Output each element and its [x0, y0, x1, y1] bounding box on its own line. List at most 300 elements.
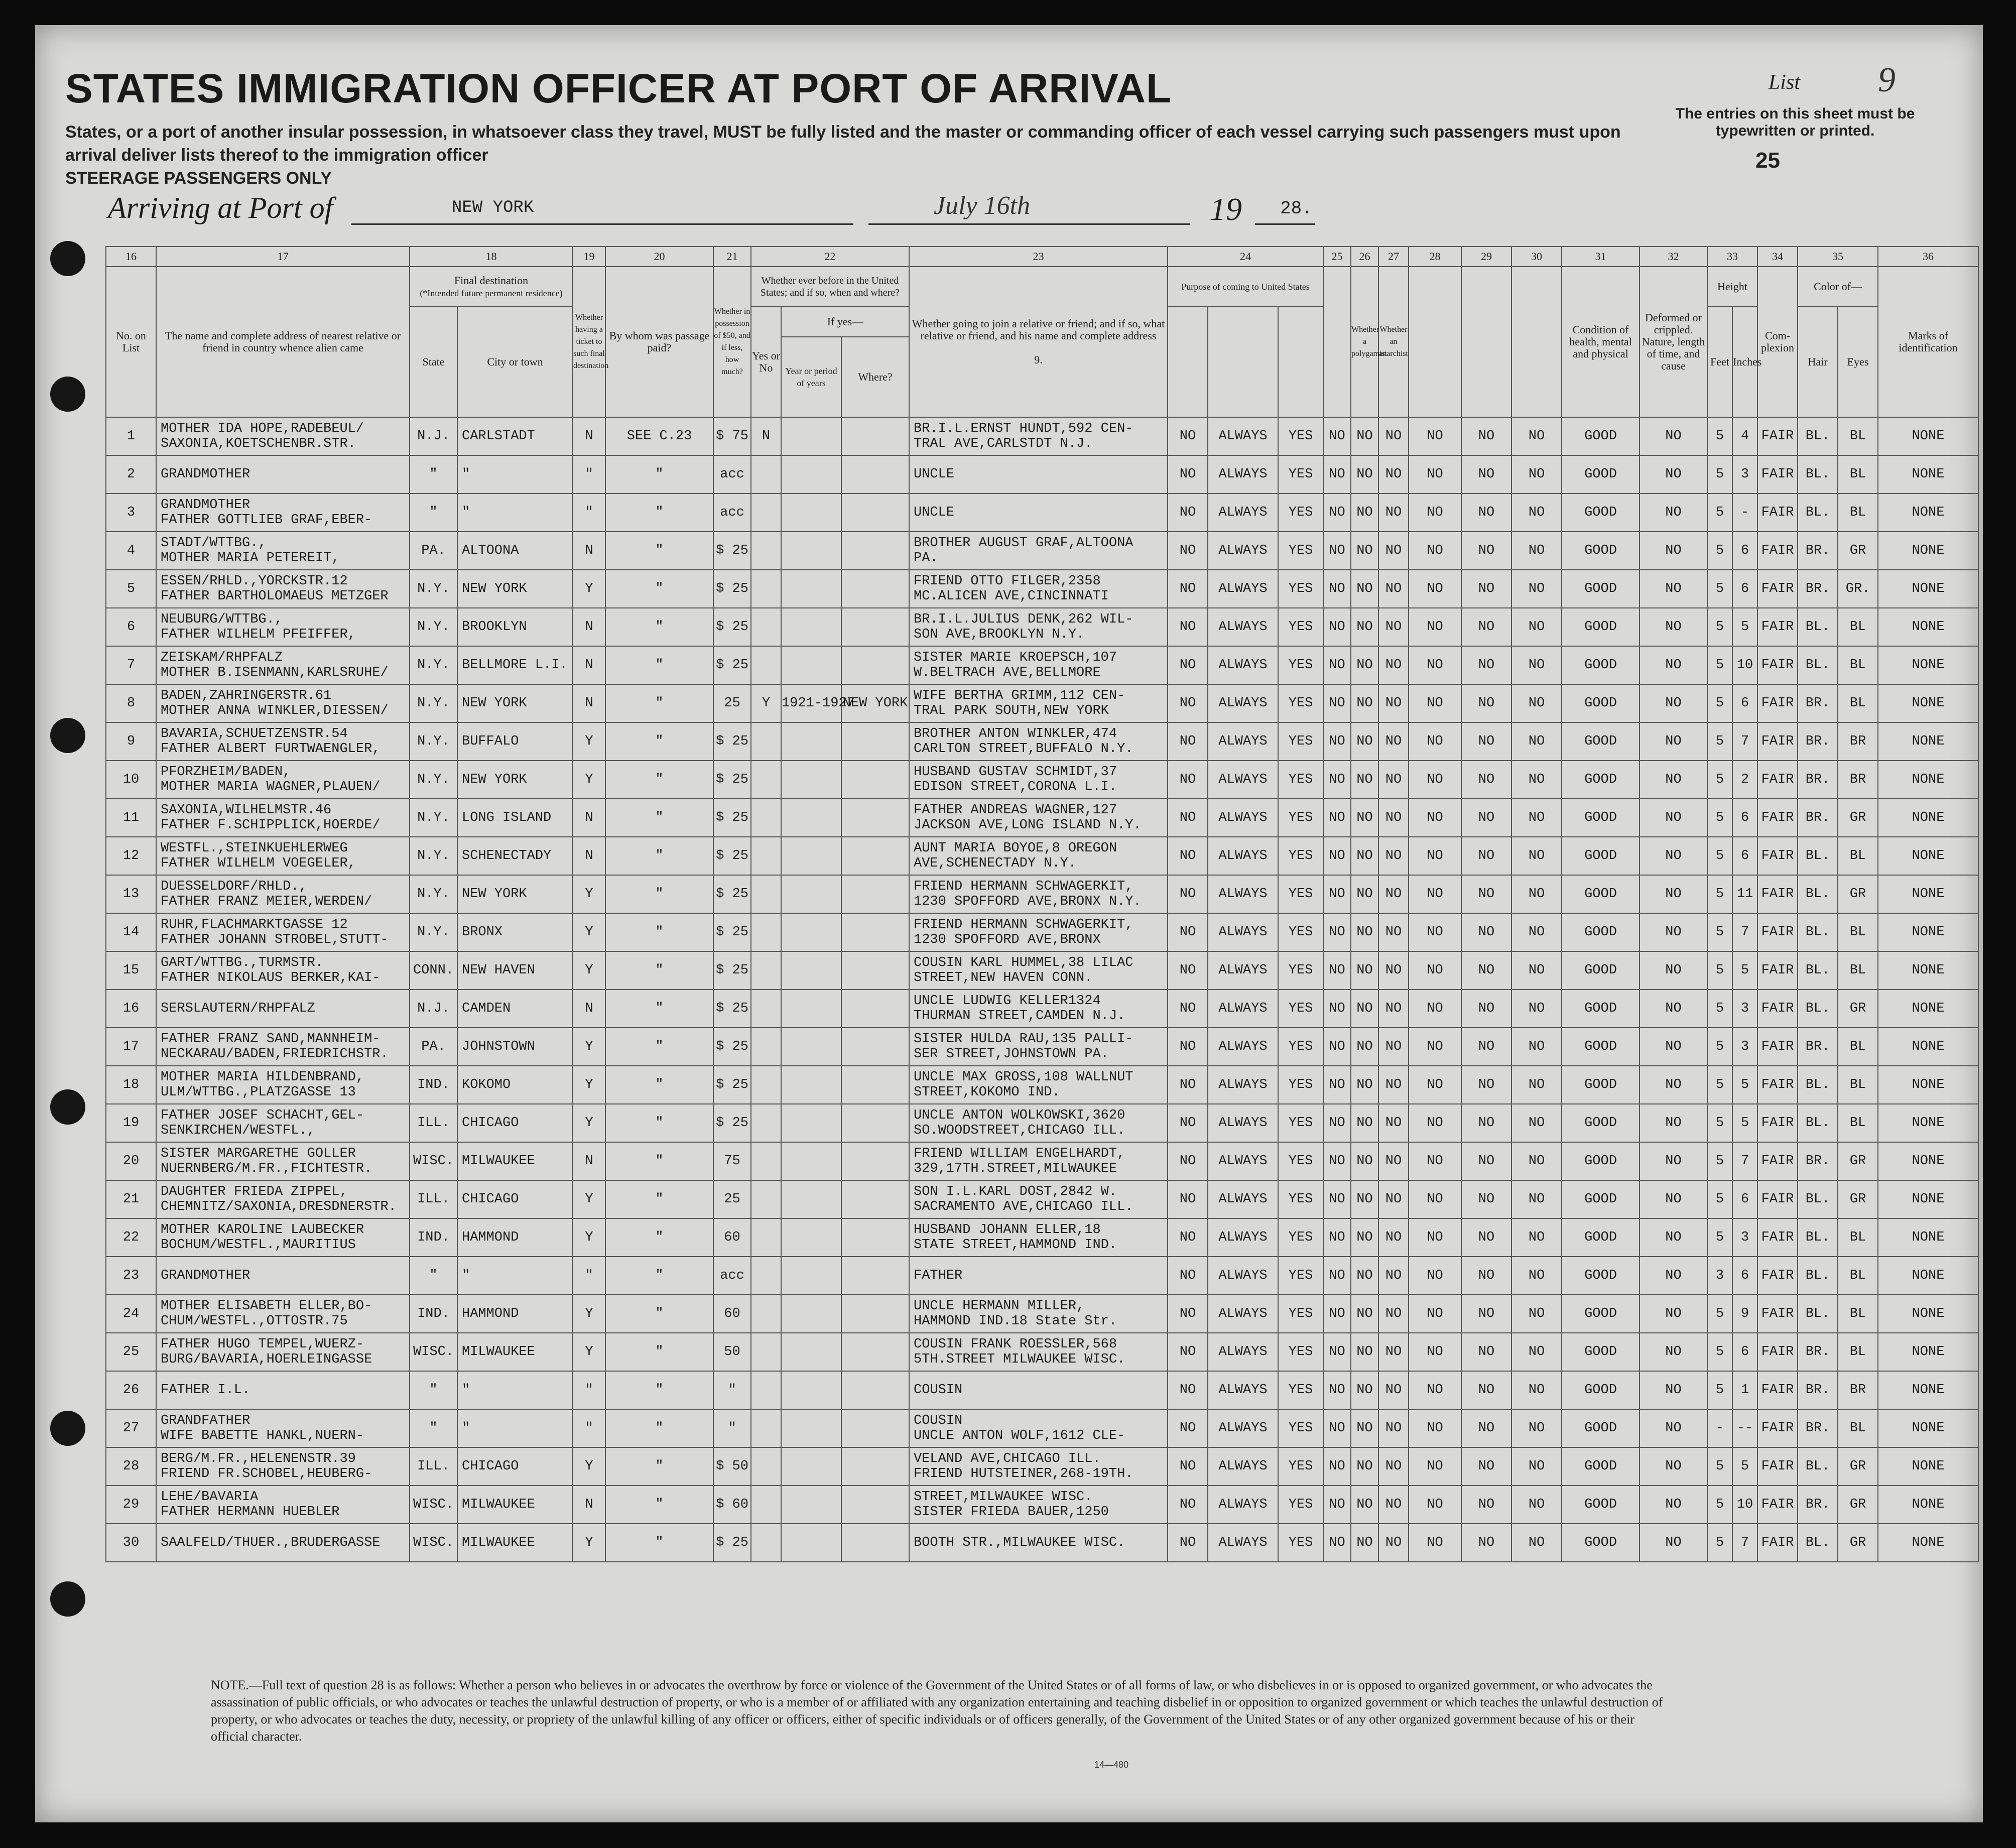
purpose-3: YES — [1278, 1180, 1323, 1218]
joining-relative — [909, 1028, 1168, 1066]
relative-address-line-2: FRIEND FR.SCHOBEL,HEUBERG- — [161, 1466, 372, 1482]
table-row — [106, 1028, 1978, 1066]
joining-relative-line-2: FRIEND HUTSTEINER,268-19TH. — [914, 1466, 1133, 1482]
col-28: NO — [1409, 570, 1461, 608]
before-in-us — [751, 837, 781, 875]
col-25: NO — [1323, 1409, 1351, 1447]
header-polygamist: Whether a polygamist — [1351, 267, 1378, 417]
height-feet: 5 — [1707, 1447, 1732, 1486]
row-number: 13 — [106, 875, 156, 913]
col-29: NO — [1461, 608, 1511, 646]
purpose-3: YES — [1278, 913, 1323, 951]
relative-address-line-1: WESTFL.,STEINKUEHLERWEG — [161, 841, 348, 856]
ticket-status: Y — [573, 913, 605, 951]
purpose-1: NO — [1168, 1524, 1208, 1562]
deformed-value: NO — [1640, 913, 1707, 951]
table-row — [106, 1142, 1978, 1180]
header-health: Condition of health, mental and physical — [1562, 267, 1640, 417]
table-row — [106, 722, 1978, 761]
passage-paid-by: " — [605, 1257, 713, 1295]
before-where — [841, 1180, 909, 1218]
health-condition: GOOD — [1562, 1142, 1640, 1180]
final-city: BRONX — [457, 913, 573, 951]
anarchist-value: NO — [1378, 1257, 1409, 1295]
col-28: NO — [1409, 913, 1461, 951]
relative-address-line-1: DUESSELDORF/RHLD., — [161, 879, 307, 894]
relative-address — [156, 608, 410, 646]
before-in-us — [751, 1218, 781, 1257]
row-number: 7 — [106, 646, 156, 684]
relative-address-line-1: GRANDFATHER — [161, 1413, 250, 1428]
col-29: NO — [1461, 837, 1511, 875]
purpose-1: NO — [1168, 1295, 1208, 1333]
health-condition: GOOD — [1562, 1180, 1640, 1218]
complexion-value: FAIR — [1757, 1142, 1798, 1180]
manifest-table — [105, 246, 1979, 1562]
footnote: NOTE.—Full text of question 28 is as follows: Whether a person who believes in or advocates the overthrow by force or violence of the Government of the United States or of all forms of law, or who disbelieves in or is opposed to organized government, or who advocates the assassination of public officials, or who advocates or teaches the unlawful destruction of property, or who is a member of or affiliated with any organization entertaining and teaching disbelief in or opposition to organized government or which teaches the unlawful destruction of property, or who advocates or teaches the duty, necessity, or propriety of the unlawful killing of any officer or officers, either of specific individuals or of officers generally, of the Government of the United States or of any other organized government because of his or their official character. — [211, 1678, 1663, 1744]
joining-relative-line-1: FRIEND HERMANN SCHWAGERKIT, — [914, 879, 1133, 894]
relative-address-line-2: FATHER NIKOLAUS BERKER,KAI- — [161, 970, 381, 985]
final-city: NEW YORK — [457, 570, 573, 608]
eye-color: BL — [1838, 1409, 1878, 1447]
money-amount: 60 — [713, 1295, 751, 1333]
col-29: NO — [1461, 951, 1511, 990]
relative-address — [156, 837, 410, 875]
col-28: NO — [1409, 761, 1461, 799]
complexion-value: FAIR — [1757, 761, 1798, 799]
eye-color: BL — [1838, 417, 1878, 455]
col-num: 16 — [106, 247, 156, 267]
deformed-value: NO — [1640, 875, 1707, 913]
table-row — [106, 1257, 1978, 1295]
row-number: 20 — [106, 1142, 156, 1180]
binder-hole — [50, 377, 85, 412]
height-inches: 10 — [1732, 646, 1757, 684]
relative-address-line-2: FATHER GOTTLIEB GRAF,EBER- — [161, 513, 372, 528]
row-number: 8 — [106, 684, 156, 722]
ticket-status: N — [573, 1486, 605, 1524]
complexion-value: FAIR — [1757, 799, 1798, 837]
joining-relative — [909, 1447, 1168, 1486]
joining-relative — [909, 1066, 1168, 1104]
before-in-us — [751, 646, 781, 684]
col-30: NO — [1511, 1409, 1562, 1447]
identification-marks: NONE — [1878, 875, 1978, 913]
header-purpose-c — [1278, 307, 1323, 417]
header-deformed: Deformed or crippled. Nature, length of time, and cause — [1640, 267, 1707, 417]
eye-color: BL — [1838, 684, 1878, 722]
col-28: NO — [1409, 1218, 1461, 1257]
col-25: NO — [1323, 1028, 1351, 1066]
col-30: NO — [1511, 417, 1562, 455]
health-condition: GOOD — [1562, 1333, 1640, 1371]
before-years — [781, 1257, 841, 1295]
complexion-value: FAIR — [1757, 1104, 1798, 1142]
header-col30 — [1511, 267, 1562, 417]
anarchist-value: NO — [1378, 1028, 1409, 1066]
relative-address — [156, 1409, 410, 1447]
purpose-1: NO — [1168, 1180, 1208, 1218]
hair-color: BL. — [1798, 913, 1838, 951]
col-num: 24 — [1168, 247, 1323, 267]
anarchist-value: NO — [1378, 837, 1409, 875]
deformed-value: NO — [1640, 532, 1707, 570]
col-25: NO — [1323, 1486, 1351, 1524]
health-condition: GOOD — [1562, 913, 1640, 951]
before-where — [841, 722, 909, 761]
col-25: NO — [1323, 761, 1351, 799]
polygamist-value: NO — [1351, 417, 1378, 455]
before-years — [781, 1180, 841, 1218]
col-29: NO — [1461, 1257, 1511, 1295]
identification-marks: NONE — [1878, 1409, 1978, 1447]
before-in-us — [751, 913, 781, 951]
passage-paid-by: " — [605, 532, 713, 570]
joining-relative-line-2: 1230 SPOFFORD AVE,BRONX — [914, 932, 1101, 947]
before-where — [841, 913, 909, 951]
final-state: WISC. — [410, 1486, 457, 1524]
before-years — [781, 608, 841, 646]
complexion-value: FAIR — [1757, 608, 1798, 646]
col-28: NO — [1409, 1180, 1461, 1218]
joining-relative — [909, 722, 1168, 761]
complexion-value: FAIR — [1757, 1257, 1798, 1295]
before-in-us — [751, 1295, 781, 1333]
join-number: 9. — [1034, 353, 1043, 366]
eye-color: BL — [1838, 1028, 1878, 1066]
final-city: MILWAUKEE — [457, 1486, 573, 1524]
subtitle-line: States, or a port of another insular possession, in whatsoever class they travel, MUST be fully listed and the master or commanding officer of each vessel carrying such passengers must upon arrival deliver lists thereof to the immigration officer — [65, 122, 1621, 165]
final-state: WISC. — [410, 1142, 457, 1180]
passage-paid-by: " — [605, 1218, 713, 1257]
joining-relative — [909, 1371, 1168, 1409]
col-num: 22 — [751, 247, 909, 267]
final-city: CHICAGO — [457, 1180, 573, 1218]
health-condition: GOOD — [1562, 990, 1640, 1028]
relative-address — [156, 1295, 410, 1333]
height-inches: 7 — [1732, 722, 1757, 761]
passage-paid-by: SEE C.23 — [605, 417, 713, 455]
eye-color: BL — [1838, 1257, 1878, 1295]
purpose-2: ALWAYS — [1208, 1295, 1278, 1333]
polygamist-value: NO — [1351, 1409, 1378, 1447]
col-25: NO — [1323, 1333, 1351, 1371]
col-num: 23 — [909, 247, 1168, 267]
complexion-value: FAIR — [1757, 1028, 1798, 1066]
anarchist-value: NO — [1378, 990, 1409, 1028]
relative-address-line-1: LEHE/BAVARIA — [161, 1490, 259, 1505]
col-num: 32 — [1640, 247, 1707, 267]
ticket-status: " — [573, 1371, 605, 1409]
relative-address — [156, 532, 410, 570]
before-years — [781, 1104, 841, 1142]
relative-address-line-2: FATHER F.SCHIPPLICK,HOERDE/ — [161, 818, 381, 833]
col-30: NO — [1511, 1333, 1562, 1371]
purpose-2: ALWAYS — [1208, 417, 1278, 455]
complexion-value: FAIR — [1757, 455, 1798, 494]
purpose-3: YES — [1278, 1486, 1323, 1524]
height-inches: 4 — [1732, 417, 1757, 455]
eye-color: GR — [1838, 1524, 1878, 1562]
header-no-on-list: No. on List — [106, 267, 156, 417]
passage-paid-by: " — [605, 875, 713, 913]
deformed-value: NO — [1640, 608, 1707, 646]
relative-address-line-2: FATHER WILHELM PFEIFFER, — [161, 627, 356, 642]
relative-address-line-1: GART/WTTBG.,TURMSTR. — [161, 955, 324, 970]
final-state: ILL. — [410, 1180, 457, 1218]
money-amount: acc — [713, 494, 751, 532]
polygamist-value: NO — [1351, 722, 1378, 761]
purpose-2: ALWAYS — [1208, 1218, 1278, 1257]
identification-marks: NONE — [1878, 570, 1978, 608]
header-if-yes: If yes— — [781, 307, 909, 337]
header-complexion: Com-plexion — [1757, 267, 1798, 417]
relative-address-line-2: NECKARAU/BADEN,FRIEDRICHSTR. — [161, 1047, 389, 1062]
deformed-value: NO — [1640, 837, 1707, 875]
money-amount: acc — [713, 455, 751, 494]
before-in-us — [751, 494, 781, 532]
deformed-value: NO — [1640, 417, 1707, 455]
join-label: Whether going to join a relative or friend; and if so, what relative or friend, and his name and complete address — [912, 317, 1165, 342]
row-number: 28 — [106, 1447, 156, 1486]
money-amount: " — [713, 1371, 751, 1409]
year-underline — [1255, 223, 1315, 225]
col-29: NO — [1461, 990, 1511, 1028]
anarchist-value: NO — [1378, 799, 1409, 837]
health-condition: GOOD — [1562, 951, 1640, 990]
col-30: NO — [1511, 684, 1562, 722]
col-30: NO — [1511, 608, 1562, 646]
eye-color: GR — [1838, 990, 1878, 1028]
passage-paid-by: " — [605, 1371, 713, 1409]
col-29: NO — [1461, 455, 1511, 494]
polygamist-value: NO — [1351, 570, 1378, 608]
health-condition: GOOD — [1562, 1257, 1640, 1295]
purpose-3: YES — [1278, 1028, 1323, 1066]
anarchist-value: NO — [1378, 761, 1409, 799]
relative-address-line-2: CHUM/WESTFL.,OTTOSTR.75 — [161, 1314, 348, 1329]
joining-relative-line-2: EDISON STREET,CORONA L.I. — [914, 780, 1117, 795]
purpose-2: ALWAYS — [1208, 722, 1278, 761]
col-28: NO — [1409, 1409, 1461, 1447]
col-30: NO — [1511, 761, 1562, 799]
money-amount: $ 25 — [713, 799, 751, 837]
money-amount: acc — [713, 1257, 751, 1295]
deformed-value: NO — [1640, 1104, 1707, 1142]
table-row — [106, 875, 1978, 913]
before-where — [841, 455, 909, 494]
col-num: 21 — [713, 247, 751, 267]
final-city: ALTOONA — [457, 532, 573, 570]
table-row — [106, 761, 1978, 799]
row-number: 11 — [106, 799, 156, 837]
col-28: NO — [1409, 1066, 1461, 1104]
relative-address — [156, 913, 410, 951]
final-state: N.Y. — [410, 761, 457, 799]
money-amount: $ 25 — [713, 951, 751, 990]
col-29: NO — [1461, 1180, 1511, 1218]
col-25: NO — [1323, 1524, 1351, 1562]
passage-paid-by: " — [605, 1486, 713, 1524]
col-25: NO — [1323, 1218, 1351, 1257]
joining-relative-line-2: STREET,NEW HAVEN CONN. — [914, 970, 1093, 985]
col-28: NO — [1409, 799, 1461, 837]
joining-relative-line-2: 5TH.STREET MILWAUKEE WISC. — [914, 1352, 1125, 1367]
joining-relative-line-2: SACRAMENTO AVE,CHICAGO ILL. — [914, 1199, 1133, 1214]
final-city: BUFFALO — [457, 722, 573, 761]
relative-address-line-2: SENKIRCHEN/WESTFL., — [161, 1123, 315, 1138]
relative-address — [156, 494, 410, 532]
final-city: CAMDEN — [457, 990, 573, 1028]
money-amount: $ 25 — [713, 646, 751, 684]
final-state: WISC. — [410, 1333, 457, 1371]
hair-color: BR. — [1798, 722, 1838, 761]
anarchist-value: NO — [1378, 1295, 1409, 1333]
eye-color: BR — [1838, 761, 1878, 799]
col-30: NO — [1511, 1447, 1562, 1486]
table-row — [106, 1066, 1978, 1104]
relative-address — [156, 1486, 410, 1524]
joining-relative — [909, 913, 1168, 951]
before-years — [781, 1028, 841, 1066]
col-29: NO — [1461, 1142, 1511, 1180]
relative-address-line-2: ULM/WTTBG.,PLATZGASSE 13 — [161, 1085, 356, 1100]
money-amount: $ 25 — [713, 608, 751, 646]
purpose-3: YES — [1278, 1142, 1323, 1180]
passage-paid-by: " — [605, 494, 713, 532]
header-marks: Marks of identification — [1878, 267, 1978, 417]
polygamist-value: NO — [1351, 608, 1378, 646]
before-in-us — [751, 1104, 781, 1142]
final-city: " — [457, 1257, 573, 1295]
final-city: HAMMOND — [457, 1218, 573, 1257]
passage-paid-by: " — [605, 913, 713, 951]
relative-address — [156, 1066, 410, 1104]
before-where — [841, 1028, 909, 1066]
health-condition: GOOD — [1562, 1066, 1640, 1104]
height-inches: 5 — [1732, 608, 1757, 646]
final-state: N.Y. — [410, 608, 457, 646]
purpose-3: YES — [1278, 837, 1323, 875]
purpose-3: YES — [1278, 1218, 1323, 1257]
form-number: 14—480 — [1094, 1760, 1129, 1770]
purpose-3: YES — [1278, 1524, 1323, 1562]
joining-relative-line-2: STATE STREET,HAMMOND IND. — [914, 1238, 1117, 1253]
before-years — [781, 761, 841, 799]
date-underline — [868, 223, 1190, 225]
col-29: NO — [1461, 1409, 1511, 1447]
final-state: N.Y. — [410, 646, 457, 684]
eye-color: GR — [1838, 1180, 1878, 1218]
joining-relative-line-1: SISTER MARIE KROEPSCH,107 — [914, 650, 1117, 665]
height-feet: 5 — [1707, 1180, 1732, 1218]
hair-color: BR. — [1798, 1371, 1838, 1409]
relative-address — [156, 1371, 410, 1409]
height-feet: 5 — [1707, 951, 1732, 990]
joining-relative-line-2: MC.ALICEN AVE,CINCINNATI — [914, 589, 1109, 604]
purpose-2: ALWAYS — [1208, 1066, 1278, 1104]
table-row — [106, 1371, 1978, 1409]
purpose-3: YES — [1278, 1104, 1323, 1142]
identification-marks: NONE — [1878, 1180, 1978, 1218]
polygamist-value: NO — [1351, 837, 1378, 875]
joining-relative-line-1: COUSIN KARL HUMMEL,38 LILAC — [914, 955, 1133, 970]
col-25: NO — [1323, 684, 1351, 722]
purpose-1: NO — [1168, 837, 1208, 875]
purpose-1: NO — [1168, 646, 1208, 684]
col-30: NO — [1511, 1142, 1562, 1180]
col-25: NO — [1323, 799, 1351, 837]
identification-marks: NONE — [1878, 1257, 1978, 1295]
relative-address — [156, 1142, 410, 1180]
height-inches: 5 — [1732, 1447, 1757, 1486]
relative-address-line-2: MOTHER MARIA PETEREIT, — [161, 551, 340, 566]
ticket-status: N — [573, 837, 605, 875]
col-28: NO — [1409, 417, 1461, 455]
height-inches: 10 — [1732, 1486, 1757, 1524]
col-30: NO — [1511, 494, 1562, 532]
anarchist-value: NO — [1378, 1104, 1409, 1142]
purpose-3: YES — [1278, 608, 1323, 646]
final-state: N.Y. — [410, 570, 457, 608]
before-where — [841, 951, 909, 990]
col-30: NO — [1511, 646, 1562, 684]
arriving-label: Arriving at Port of — [108, 191, 333, 224]
passage-paid-by: " — [605, 570, 713, 608]
final-city: NEW YORK — [457, 761, 573, 799]
joining-relative-line-1: UNCLE ANTON WOLKOWSKI,3620 — [914, 1108, 1125, 1123]
deformed-value: NO — [1640, 1447, 1707, 1486]
anarchist-value: NO — [1378, 570, 1409, 608]
relative-address-line-1: BERG/M.FR.,HELENENSTR.39 — [161, 1451, 356, 1466]
anarchist-value: NO — [1378, 875, 1409, 913]
purpose-2: ALWAYS — [1208, 570, 1278, 608]
hair-color: BR. — [1798, 1333, 1838, 1371]
table-row — [106, 1218, 1978, 1257]
joining-relative — [909, 1142, 1168, 1180]
purpose-1: NO — [1168, 570, 1208, 608]
purpose-2: ALWAYS — [1208, 799, 1278, 837]
passage-paid-by: " — [605, 608, 713, 646]
col-29: NO — [1461, 532, 1511, 570]
table-row — [106, 990, 1978, 1028]
deformed-value: NO — [1640, 951, 1707, 990]
purpose-2: ALWAYS — [1208, 684, 1278, 722]
binder-hole — [50, 1089, 85, 1125]
identification-marks: NONE — [1878, 684, 1978, 722]
joining-relative-line-2: SER STREET,JOHNSTOWN PA. — [914, 1047, 1109, 1062]
purpose-1: NO — [1168, 1218, 1208, 1257]
eye-color: BL — [1838, 1333, 1878, 1371]
col-num: 25 — [1323, 247, 1351, 267]
final-destination-label: Final destination — [454, 274, 529, 287]
purpose-2: ALWAYS — [1208, 1447, 1278, 1486]
before-where — [841, 837, 909, 875]
before-years — [781, 837, 841, 875]
joining-relative-line-1: COUSIN FRANK ROESSLER,568 — [914, 1337, 1117, 1352]
height-feet: - — [1707, 1409, 1732, 1447]
height-inches: 3 — [1732, 1218, 1757, 1257]
joining-relative — [909, 417, 1168, 455]
col-28: NO — [1409, 684, 1461, 722]
relative-address-line-2: WIFE BABETTE HANKL,NUERN- — [161, 1428, 364, 1443]
col-25: NO — [1323, 608, 1351, 646]
joining-relative — [909, 494, 1168, 532]
polygamist-value: NO — [1351, 1524, 1378, 1562]
anarchist-value: NO — [1378, 1333, 1409, 1371]
final-city: CHICAGO — [457, 1104, 573, 1142]
joining-relative-line-1: HUSBAND JOHANN ELLER,18 — [914, 1222, 1101, 1238]
